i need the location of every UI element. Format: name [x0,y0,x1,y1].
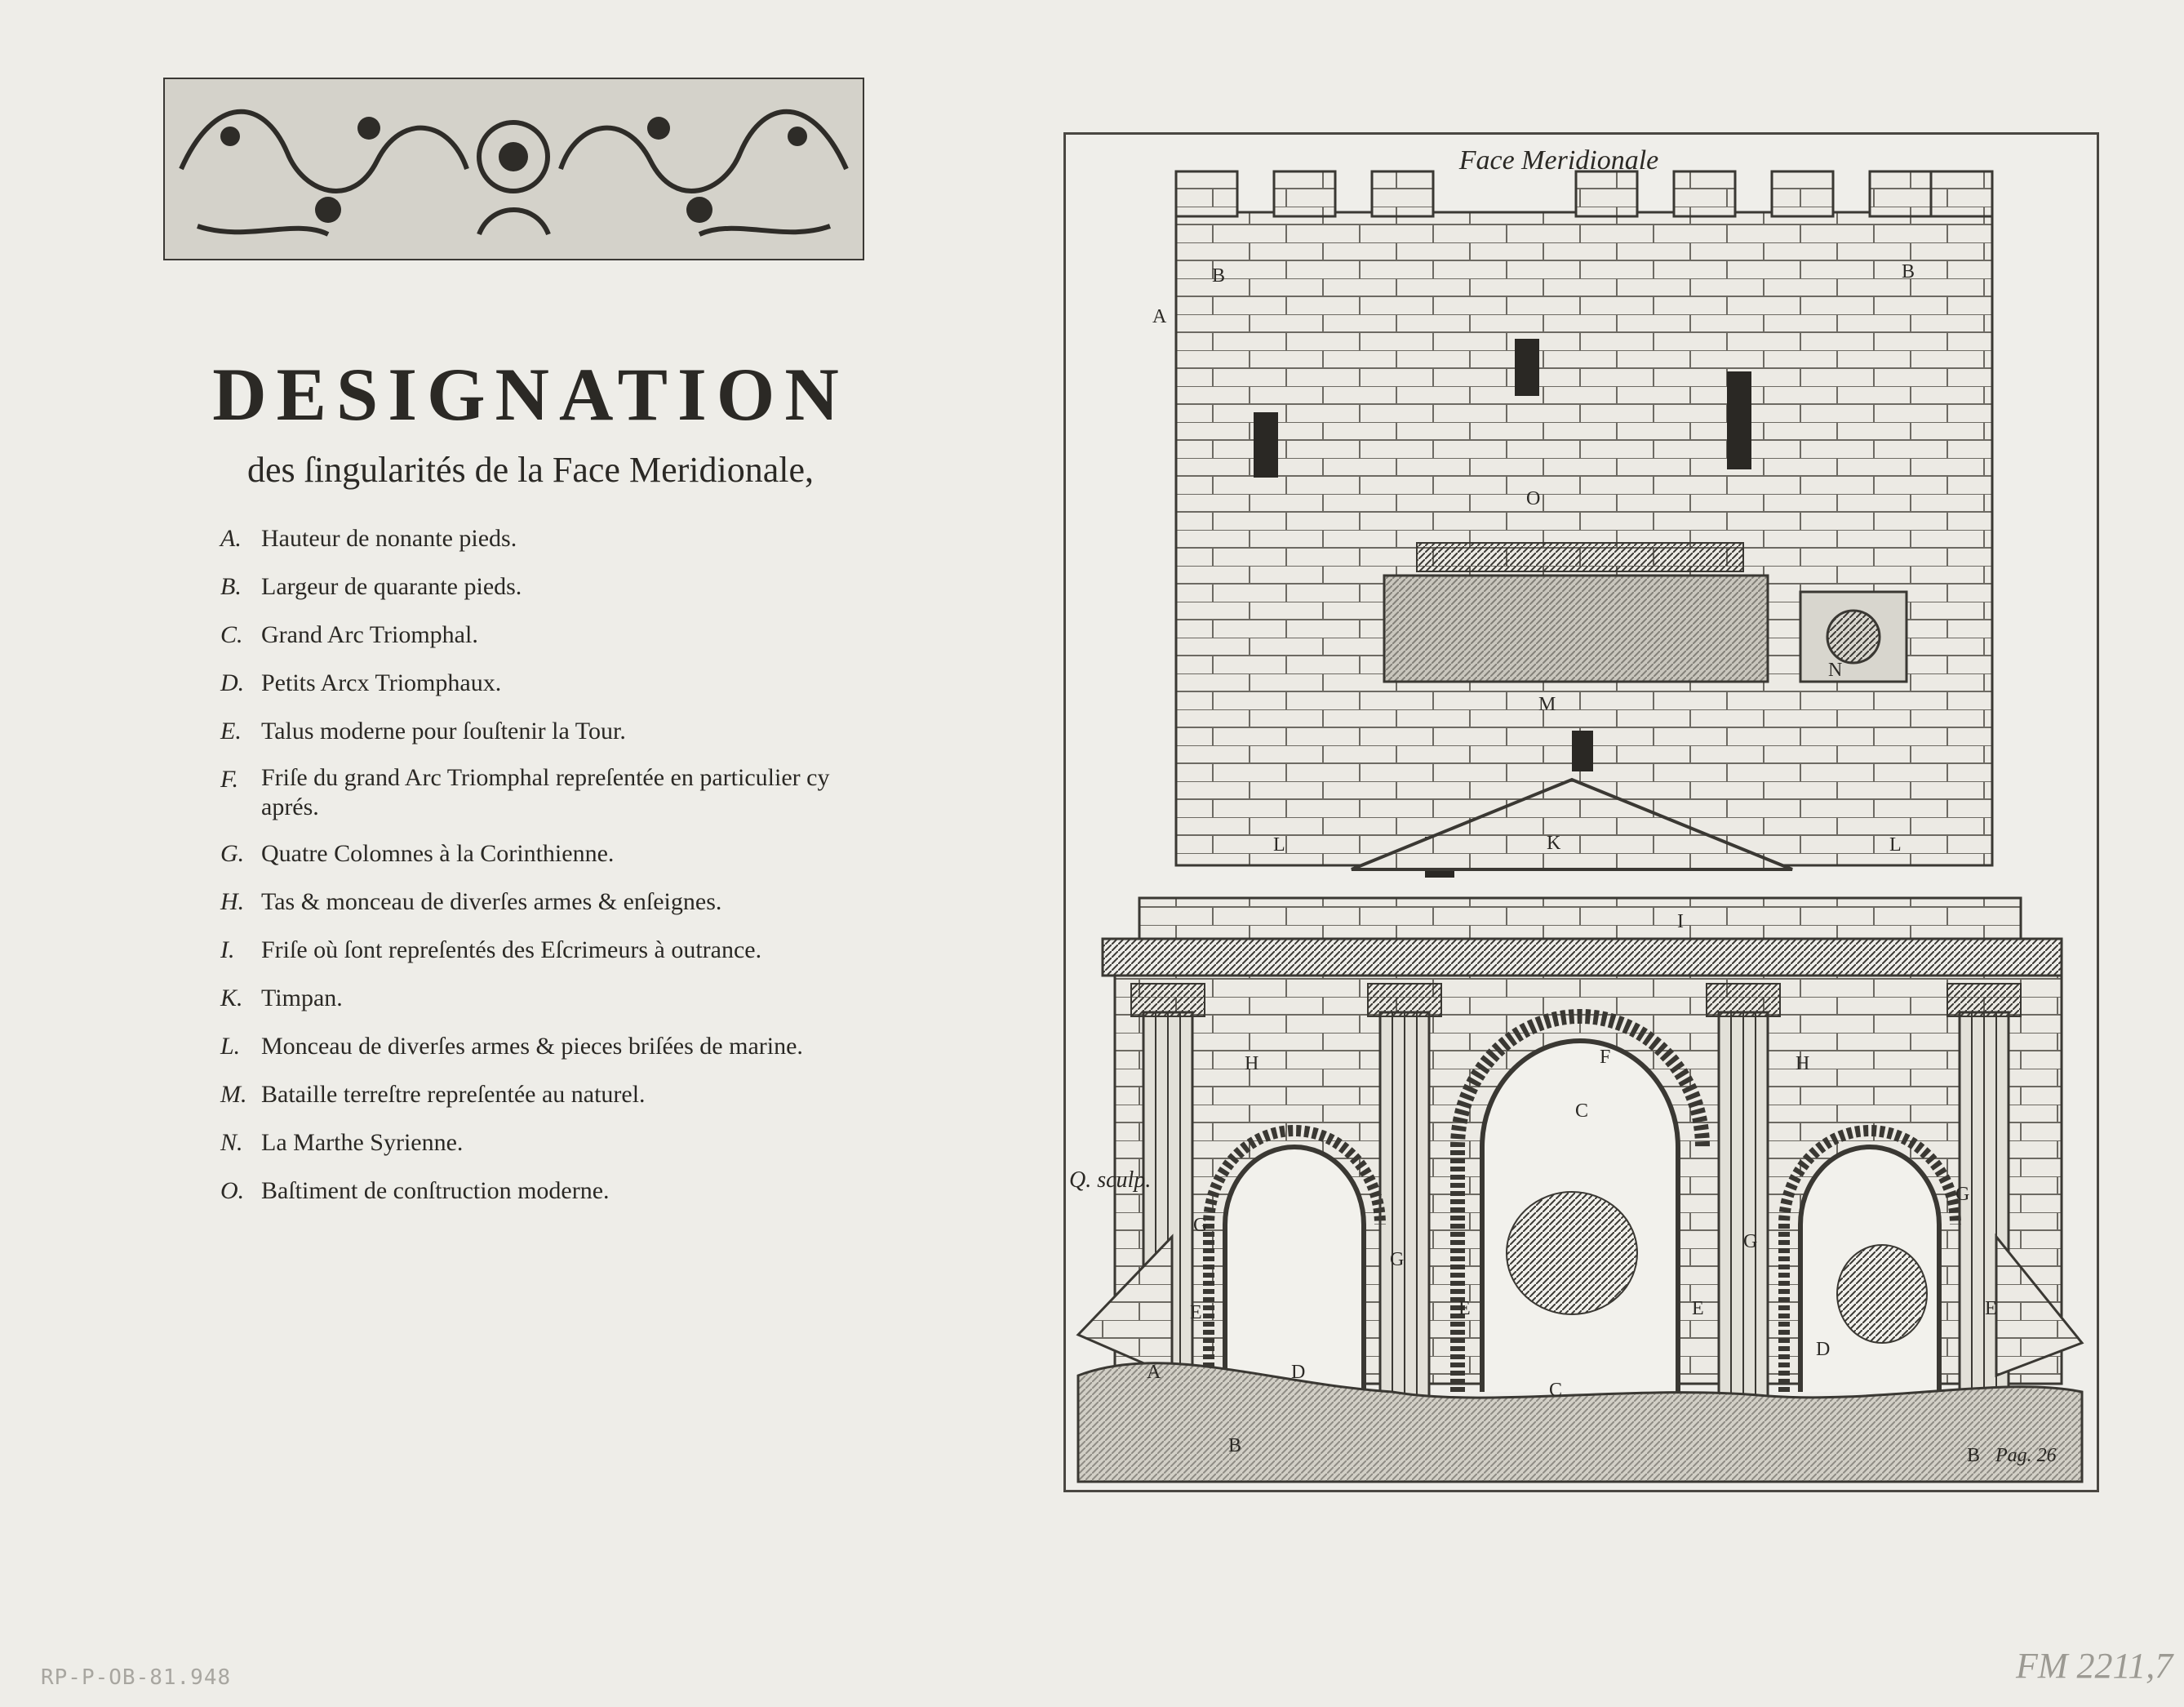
plate-letter-g: G [1390,1249,1405,1270]
plate-letter-g: G [1955,1184,1970,1205]
plate-letter-b: B [1967,1445,1981,1466]
plate-letter-e: E [1190,1302,1202,1323]
legend-key: I. [220,936,235,963]
plate-letter-e: E [1458,1298,1471,1319]
legend-key: L. [220,1033,241,1060]
legend-item [220,1175,890,1207]
inventory-number: RP-P-OB-81.948 [41,1665,232,1690]
plate-letter-d: D [1291,1362,1306,1383]
page-reference: Pag. 26 [1995,1445,2057,1466]
legend-item [220,1127,890,1159]
legend-key: A. [220,525,242,552]
legend-text: Petits Arcx Triomphaux. [261,669,502,696]
plate-letter-g: G [1193,1215,1208,1236]
legend-item [220,982,890,1015]
plate-title: Face Meridionale [1458,145,1659,176]
legend-text: La Marthe Syrienne. [261,1129,464,1156]
legend-text: Friſe où ſont repreſentés des Eſcrimeurs à outrance. [261,936,762,963]
plate-letter-k: K [1547,833,1561,854]
legend-key: E. [220,718,242,745]
plate-letter-i: I [1677,911,1684,932]
legend-item [220,667,890,700]
legend-item [220,838,890,870]
legend-text: Monceau de diverſes armes & pieces briſées de marine. [261,1033,803,1060]
engraver-signature: Q. sculp. [1069,1167,1152,1193]
plate-letter-m: M [1538,694,1556,715]
plate-letter-e: E [1692,1298,1704,1319]
legend-item [220,522,890,555]
engraving-plate [1063,132,2099,1492]
plate-letter-h: H [1245,1053,1259,1074]
plate-letter-h: H [1796,1053,1810,1074]
legend-key: C. [220,621,243,648]
legend-text: Largeur de quarante pieds. [261,573,522,600]
legend-key: O. [220,1177,245,1204]
legend-key: D. [220,669,245,696]
plate-letter-a: A [1147,1362,1161,1383]
legend-text: Quatre Colomnes à la Corinthienne. [261,840,615,867]
legend-key: M. [220,1081,247,1108]
legend-item [220,571,890,603]
plate-letter-o: O [1526,488,1541,509]
legend-text: Timpan. [261,985,343,1011]
legend-item [220,1078,890,1111]
plate-letter-g: G [1743,1231,1758,1252]
legend-text: Tas & monceau de diverſes armes & enſeignes. [261,888,722,915]
plate-letter-a: A [1152,306,1167,327]
ornament-drawing [165,79,863,259]
legend-item [220,619,890,651]
legend-key: N. [220,1129,243,1156]
legend-item [220,886,890,918]
legend-text: Grand Arc Triomphal. [261,621,478,648]
page-subtitle: des ſingularités de la Face Meridionale, [247,450,814,490]
plate-letter-e: E [1985,1298,1997,1319]
legend-text: Bataille terreſtre repreſentée au naturel. [261,1081,646,1108]
plate-letter-l: L [1273,834,1285,856]
legend-key: G. [220,840,245,867]
legend-key: H. [220,888,245,915]
triumphal-arch-engraving [1066,135,2097,1490]
legend-item [220,934,890,967]
legend-item [220,715,890,748]
page-title: DESIGNATION [212,353,849,436]
legend-key: K. [220,985,243,1011]
plate-letter-d: D [1816,1339,1831,1360]
plate-letter-b: B [1902,261,1915,282]
plate-letter-l: L [1889,834,1902,856]
legend-text: Baſtiment de conſtruction moderne. [261,1177,610,1204]
plate-letter-b: B [1212,265,1226,287]
legend-item [220,763,890,822]
legend-text: Talus moderne pour ſouſtenir la Tour. [261,718,626,745]
legend-list [220,522,890,1223]
plate-letter-c: C [1575,1100,1589,1122]
plate-letter-c: C [1549,1380,1563,1401]
legend-text: Friſe du grand Arc Triomphal repreſentée en particulier cy aprés. [261,764,830,820]
legend-text: Hauteur de nonante pieds. [261,525,517,552]
plate-letter-f: F [1600,1047,1611,1068]
legend-key: F. [220,766,238,793]
plate-letter-n: N [1828,660,1843,681]
legend-item [220,1030,890,1063]
plate-letter-b: B [1228,1435,1242,1456]
decorative-ornament-banner [163,78,864,260]
collection-mark: FM 2211,7 [2016,1646,2173,1686]
legend-key: B. [220,573,242,600]
